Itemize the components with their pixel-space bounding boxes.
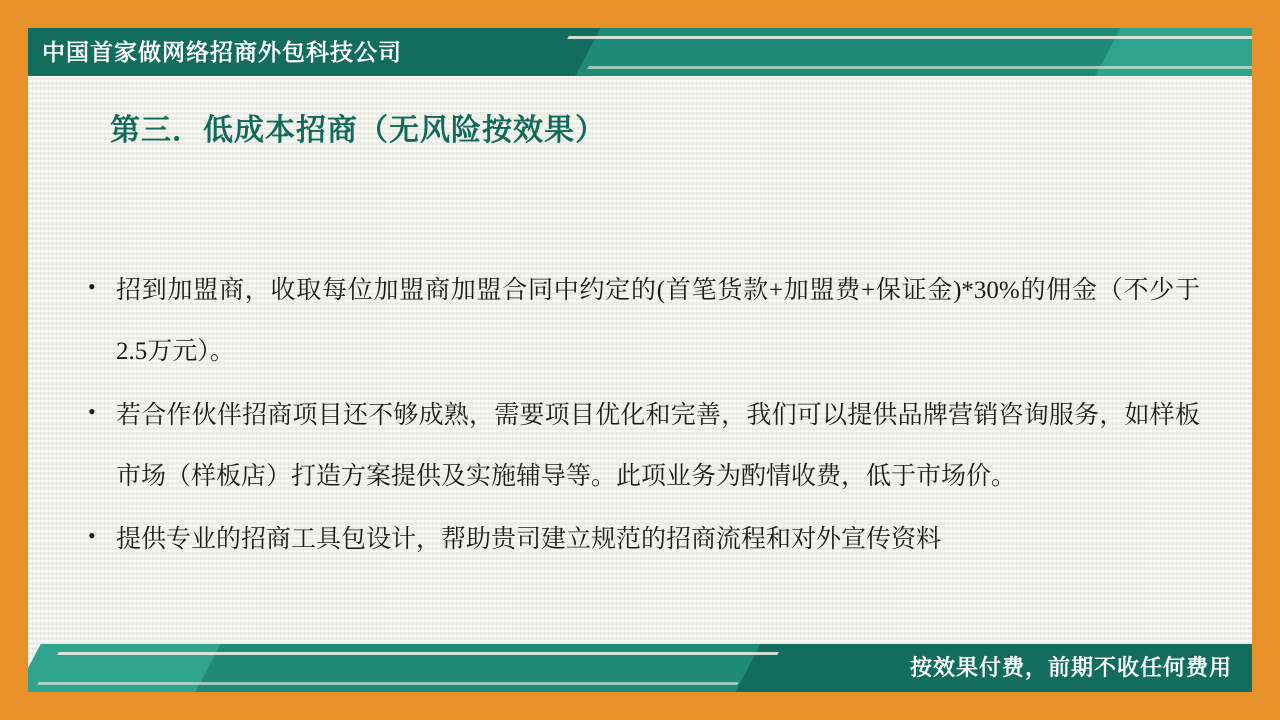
slide-header-band <box>28 28 1252 76</box>
slide-footer-band <box>28 644 1252 692</box>
bullet-item: • 提供专业的招商工具包设计，帮助贵司建立规范的招商流程和对外宣传资料 <box>80 509 1200 570</box>
bullet-item: • 招到加盟商，收取每位加盟商加盟合同中约定的(首笔货款+加盟费+保证金)*30%的佣金（不少于2.5万元）。 <box>80 260 1200 383</box>
bullet-item: • 若合作伙伴招商项目还不够成熟，需要项目优化和完善，我们可以提供品牌营销咨询服务，如样板市场（样板店）打造方案提供及实施辅导等。此项业务为酌情收费，低于市场价。 <box>80 385 1200 508</box>
footer-accent-line-top <box>57 652 779 655</box>
slide-content <box>80 110 1200 572</box>
footer-accent-line-bottom <box>37 682 739 685</box>
company-tagline: 中国首家做网络招商外包科技公司 <box>42 39 402 65</box>
bullet-list <box>80 260 1200 570</box>
header-accent-line-bottom <box>587 66 1252 69</box>
slide-title: 第三．低成本招商（无风险按效果） <box>110 114 606 147</box>
header-accent-line-top <box>567 36 1252 39</box>
footer-slogan: 按效果付费，前期不收任何费用 <box>909 655 1232 680</box>
